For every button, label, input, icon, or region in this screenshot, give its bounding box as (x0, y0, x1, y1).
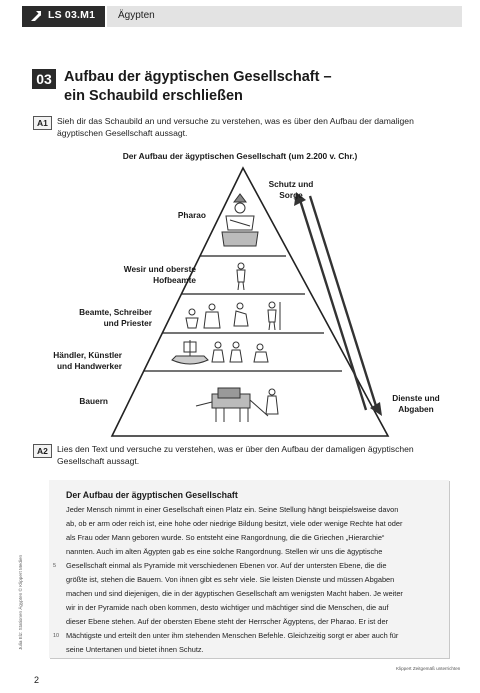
line-number: 5 (53, 563, 57, 569)
level-label-haendler: Händler, Künstler und Handwerker (53, 350, 122, 371)
reading-line: Jeder Mensch nimmt in einer Gesellschaft einen Platz ein. Seine Stellung hängt beispielsweise davon (66, 505, 399, 514)
arrow-label-top: Schutz und Sorge (268, 179, 314, 200)
lesson-number: 03 (36, 71, 52, 87)
reading-title: Der Aufbau der ägyptischen Gesellschaft (66, 490, 238, 500)
reading-line: wir in der Pyramide nach oben kommen, desto wichtiger und mächtiger sind die Menschen, die auf (66, 603, 389, 612)
level-label-bauern: Bauern (79, 396, 108, 406)
reading-line: als Frau oder Mann geboren wurde. So entsteht eine Rangordnung, die die Griechen „Hierarchie“ (66, 533, 385, 542)
reading-line: nannten. Auch im alten Ägypten gab es eine solche Rangordnung. Stellen wir uns die ägyptische (66, 547, 383, 556)
copyright-credit: Julia Elz: Stationen Ägypten © Klippert Medien (18, 554, 23, 650)
line-number: 10 (53, 633, 60, 639)
reading-line: seine Untertanen und bietet ihnen Schutz. (66, 645, 204, 654)
task-a1-text-line1: Sieh dir das Schaubild an und versuche zu verstehen, was es über den Aufbau der damaligen (57, 116, 414, 126)
header-topic: Ägypten (118, 10, 155, 21)
task-a1-text-line2: ägyptischen Gesellschaft aussagt. (57, 128, 188, 138)
task-a1-label: A1 (33, 116, 52, 130)
page-title-line2: ein Schaubild erschließen (64, 88, 243, 104)
society-pyramid (100, 164, 400, 444)
arrow-logo-icon (29, 9, 43, 23)
diagram-title: Der Aufbau der ägyptischen Gesellschaft (um 2.200 v. Chr.) (122, 151, 358, 161)
page-title-line1: Aufbau der ägyptischen Gesellschaft – (64, 69, 332, 85)
header-topic-bar (107, 6, 462, 27)
reading-line: größte ist, stehen die Bauern. Von ihnen gibt es sehr viele. Sie leisten Dienste und müssen Abgaben (66, 575, 395, 584)
header-code: LS 03.M1 (48, 9, 96, 21)
task-a2-text-line2: Gesellschaft aussagt. (57, 456, 140, 466)
publisher-brand: Klippert Zeitgemäß unterrichten (396, 666, 461, 671)
level-label-pharao: Pharao (177, 210, 206, 220)
reading-line: ab, ob er arm oder reich ist, eine hohe oder niedrige Bildung besitzt, viele oder wenige Rechte hat oder (66, 519, 403, 528)
page-number: 2 (34, 675, 40, 685)
reading-line: machen und sind diejenigen, die in der ägyptischen Gesellschaft am wenigsten Macht haben. Je weiter (66, 589, 403, 598)
level-label-beamte: Beamte, Schreiber und Priester (79, 307, 152, 328)
task-a2-label: A2 (33, 444, 52, 458)
reading-line: dieser Ebene stehen. Auf der obersten Ebene steht der Herrscher Ägyptens, der Pharao. Er ist der (66, 617, 389, 626)
task-a2-text-line1: Lies den Text und versuche zu verstehen, was er über den Aufbau der damaligen ägyptischen (57, 444, 414, 454)
reading-line: Gesellschaft einmal als Pyramide mit verschiedenen Ebenen vor. Auf der untersten Ebene, die die (66, 561, 387, 570)
arrow-label-bottom: Dienste und Abgaben (392, 393, 440, 414)
level-label-wesir: Wesir und oberste Hofbeamte (123, 264, 196, 285)
reading-line: Mächtigste und erteilt den unter ihm stehenden Menschen Befehle. Gleichzeitig sorgt er aber auch für (66, 631, 399, 640)
